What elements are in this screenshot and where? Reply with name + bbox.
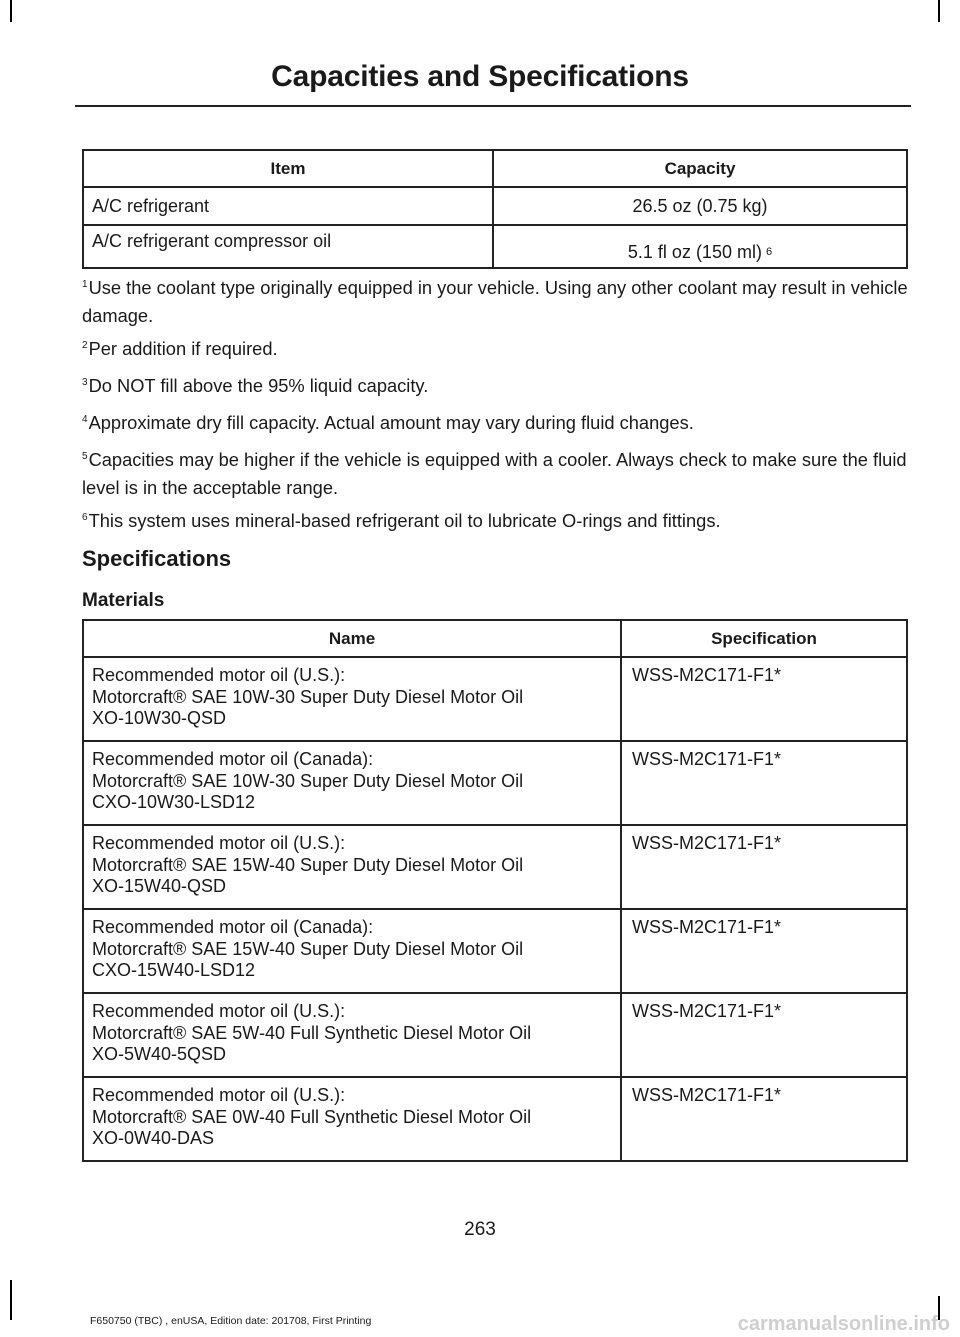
column-header-capacity: Capacity [493, 150, 907, 187]
crop-mark [10, 0, 12, 22]
footnote [82, 337, 912, 365]
specification-cell: WSS-M2C171-F1* [621, 741, 907, 825]
table-row [83, 825, 907, 909]
oil-part-number: CXO-10W30-LSD12 [92, 792, 256, 812]
footnote-number: 5 [82, 451, 88, 462]
oil-part-number: XO-5W40-5QSD [92, 1044, 227, 1064]
footnote-text: Use the coolant type originally equipped in your vehicle. Using any other coolant may result in vehicle damage. [82, 277, 908, 326]
oil-region: Recommended motor oil (U.S.): [92, 833, 346, 853]
name-cell [83, 825, 621, 909]
crop-mark [10, 1280, 12, 1320]
name-cell [83, 993, 621, 1077]
watermark: carmanualsonline.info [737, 1313, 950, 1335]
name-cell [83, 657, 621, 741]
footnote-ref: 6 [765, 246, 773, 258]
table-row [83, 741, 907, 825]
oil-product: Motorcraft® SAE 15W-40 Super Duty Diesel Motor Oil [92, 938, 524, 959]
name-cell [83, 741, 621, 825]
specification-cell: WSS-M2C171-F1* [621, 657, 907, 741]
materials-table [82, 619, 908, 1162]
oil-region: Recommended motor oil (U.S.): [92, 1085, 346, 1105]
column-header-name: Name [83, 620, 621, 657]
name-cell [83, 1077, 621, 1161]
oil-region: Recommended motor oil (U.S.): [92, 1001, 346, 1021]
footnote [82, 374, 912, 402]
crop-mark [938, 0, 940, 22]
specification-cell: WSS-M2C171-F1* [621, 993, 907, 1077]
specification-cell: WSS-M2C171-F1* [621, 825, 907, 909]
footnote-text: Capacities may be higher if the vehicle is equipped with a cooler. Always check to make sure the fluid level is in the acceptable range. [82, 449, 907, 498]
footnote [82, 448, 912, 500]
footnote-number: 2 [82, 340, 88, 351]
capacity-value: 5.1 fl oz (150 ml) [627, 242, 762, 262]
footnote-text: Per addition if required. [88, 338, 278, 359]
footnote-text: Approximate dry fill capacity. Actual amount may vary during fluid changes. [88, 412, 694, 433]
section-heading: Specifications [82, 546, 232, 571]
footnote-text: Do NOT fill above the 95% liquid capacity. [88, 375, 429, 396]
oil-product: Motorcraft® SAE 10W-30 Super Duty Diesel Motor Oil [92, 770, 524, 791]
footnote-number: 4 [82, 414, 88, 425]
table-row [83, 187, 907, 225]
oil-region: Recommended motor oil (U.S.): [92, 665, 346, 685]
table-header-row [83, 620, 907, 657]
footnote [82, 411, 912, 439]
column-header-item: Item [83, 150, 493, 187]
oil-part-number: XO-15W40-QSD [92, 876, 227, 896]
oil-product: Motorcraft® SAE 15W-40 Super Duty Diesel Motor Oil [92, 854, 524, 875]
column-header-specification: Specification [621, 620, 907, 657]
oil-region: Recommended motor oil (Canada): [92, 749, 374, 769]
oil-product: Motorcraft® SAE 5W-40 Full Synthetic Diesel Motor Oil [92, 1022, 532, 1043]
page-number: 263 [464, 1219, 496, 1240]
oil-region: Recommended motor oil (Canada): [92, 917, 374, 937]
oil-part-number: CXO-15W40-LSD12 [92, 960, 256, 980]
table-row [83, 225, 907, 268]
oil-part-number: XO-0W40-DAS [92, 1128, 215, 1148]
table-row [83, 657, 907, 741]
capacity-cell [493, 225, 907, 268]
footnote-number: 3 [82, 377, 88, 388]
footnote [82, 276, 912, 328]
table-row [83, 909, 907, 993]
oil-part-number: XO-10W30-QSD [92, 708, 227, 728]
footnote-number: 6 [82, 512, 88, 523]
item-cell: A/C refrigerant [83, 187, 493, 225]
item-cell: A/C refrigerant compressor oil [83, 225, 493, 268]
subsection-heading: Materials [82, 590, 165, 611]
capacity-value: 26.5 oz (0.75 kg) [632, 195, 768, 216]
table-row [83, 993, 907, 1077]
table-header-row [83, 150, 907, 187]
footnote [82, 509, 912, 537]
footnote-text: This system uses mineral-based refrigerant oil to lubricate O-rings and fittings. [88, 510, 721, 531]
table-row [83, 1077, 907, 1161]
page-title: Capacities and Specifications [271, 60, 689, 93]
specification-cell: WSS-M2C171-F1* [621, 1077, 907, 1161]
capacity-table [82, 149, 908, 269]
oil-product: Motorcraft® SAE 0W-40 Full Synthetic Diesel Motor Oil [92, 1106, 532, 1127]
footnotes [82, 276, 912, 546]
name-cell [83, 909, 621, 993]
capacity-cell [493, 187, 907, 225]
edition-info: F650750 (TBC) , enUSA, Edition date: 201708, First Printing [90, 1315, 372, 1327]
specification-cell: WSS-M2C171-F1* [621, 909, 907, 993]
footnote-number: 1 [82, 279, 88, 290]
header-rule [75, 105, 911, 107]
oil-product: Motorcraft® SAE 10W-30 Super Duty Diesel Motor Oil [92, 686, 524, 707]
